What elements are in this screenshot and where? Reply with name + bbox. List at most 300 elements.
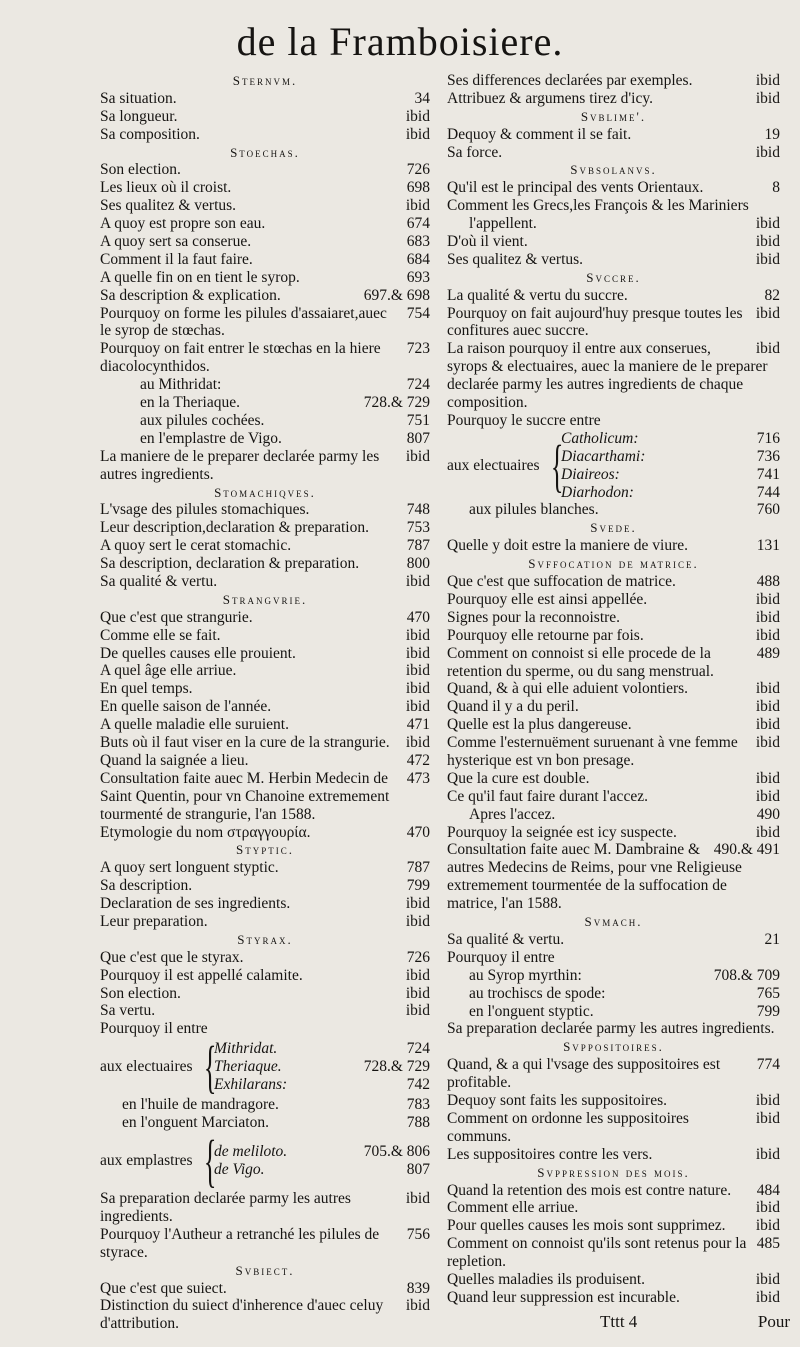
page-ref: ibid <box>755 823 780 841</box>
entry-text: Pourquoy l'Autheur a retranché les pilules de styrace. <box>100 1225 380 1261</box>
page-ref: ibid <box>755 215 780 233</box>
index-entry <box>447 1110 780 1146</box>
entry-text: Theriaque. <box>214 1058 282 1076</box>
index-entry <box>447 1217 780 1235</box>
index-entry <box>447 197 780 215</box>
page-ref: ibid <box>405 680 430 698</box>
entry-text: Leur description,declaration & preparation. <box>100 519 369 537</box>
page-ref: ibid <box>405 912 430 930</box>
entry-text: Ses qualitez & vertus. <box>100 197 237 215</box>
page-ref: ibid <box>755 680 780 698</box>
group-items <box>214 1040 430 1094</box>
page-ref: ibid <box>405 895 430 913</box>
entry-text: A quelle fin on en tient le syrop. <box>100 268 300 286</box>
index-entry <box>561 466 780 484</box>
index-entry <box>100 179 430 197</box>
page-ref: 470 <box>406 823 430 841</box>
page-ref: 756 <box>406 1225 430 1243</box>
page-ref: ibid <box>755 769 780 787</box>
index-entry <box>100 108 430 126</box>
entry-text: de Vigo. <box>214 1161 265 1178</box>
index-entry <box>447 645 780 681</box>
entry-text: A quoy est propre son eau. <box>100 215 266 233</box>
entry-text: l'appellent. <box>469 215 537 233</box>
section-heading: Svbiect. <box>235 1262 295 1278</box>
bracket-group <box>100 1034 430 1100</box>
page-ref: 705.& 806 <box>363 1143 430 1161</box>
index-entry <box>447 215 780 233</box>
page-ref: 726 <box>406 161 430 179</box>
page-ref: ibid <box>405 125 430 143</box>
index-entry <box>447 126 780 144</box>
page-ref: 726 <box>406 948 430 966</box>
entry-text: Declaration de ses ingredients. <box>100 895 291 913</box>
index-entry <box>100 376 430 394</box>
page-ref: 8 <box>772 179 780 197</box>
index-entry <box>100 537 430 555</box>
index-entry <box>100 1096 430 1114</box>
index-entry <box>100 573 430 591</box>
entry-text: Sa force. <box>447 143 503 161</box>
entry-text: Les lieux où il croist. <box>100 179 232 197</box>
index-entry <box>447 824 780 842</box>
page-ref: ibid <box>755 1145 780 1163</box>
section-heading: Styptic. <box>236 842 294 858</box>
index-entry <box>447 233 780 251</box>
entry-text: Quand leur suppression est incurable. <box>447 1288 680 1306</box>
entry-text: Sa composition. <box>100 125 200 143</box>
page-ref: 693 <box>406 268 430 286</box>
page-ref: ibid <box>755 716 780 734</box>
entry-text: Ses differences declarées par exemples. <box>447 71 693 89</box>
entry-text: Pourquoy il est appellé calamite. <box>100 966 303 984</box>
index-entry <box>447 698 780 716</box>
index-entry <box>447 90 780 108</box>
index-entry <box>447 985 780 1003</box>
entry-text: Comme l'esternuëment suruenant à vne femme hysterique est vn bon presage. <box>447 734 738 769</box>
index-entry <box>100 698 430 716</box>
group-label: aux electuaires <box>100 1058 193 1076</box>
bracket-group <box>100 1128 430 1194</box>
index-entry <box>100 412 430 430</box>
entry-text: au Syrop myrthin: <box>469 966 582 984</box>
entry-text: En quelle saison de l'année. <box>100 698 272 716</box>
page-ref: ibid <box>755 626 780 644</box>
index-entry <box>447 1271 780 1289</box>
index-entry <box>100 877 430 895</box>
page-ref: ibid <box>755 734 780 752</box>
entry-text: Diarhodon: <box>561 483 634 501</box>
page-ref: ibid <box>405 698 430 716</box>
index-entry <box>447 627 780 645</box>
index-entry <box>100 126 430 144</box>
entry-text: Buts où il faut viser en la cure de la strangurie. <box>100 734 390 752</box>
entry-text: A quoy sert sa conserue. <box>100 233 252 250</box>
brace-mark: { <box>203 1034 217 1100</box>
index-entry <box>100 645 430 663</box>
page-ref: 484 <box>756 1181 780 1199</box>
entry-text: Dequoy & comment il se fait. <box>447 125 632 143</box>
page-ref: 472 <box>406 751 430 769</box>
page-ref: ibid <box>755 787 780 805</box>
index-entry <box>447 179 780 197</box>
index-entry <box>100 1190 430 1226</box>
page-ref: ibid <box>405 1190 430 1208</box>
entry-text: en l'huile de mandragore. <box>122 1096 279 1114</box>
entry-text: Comment on ordonne les suppositoires communs. <box>447 1109 689 1145</box>
entry-text: Pourquoy elle est ainsi appellée. <box>447 590 648 608</box>
page-ref: ibid <box>755 1109 780 1127</box>
page-footer <box>600 1312 790 1332</box>
catchword: Pour <box>757 1312 790 1331</box>
section-heading: Stomachiqves. <box>214 484 316 500</box>
entry-text: en l'onguent Marciaton. <box>122 1114 269 1132</box>
page-ref: 723 <box>406 340 430 358</box>
index-entry <box>447 609 780 627</box>
entry-text: aux pilules cochées. <box>140 411 265 429</box>
entry-text: Consultation faite auec M. Dambraine & autres Medecins de Reims, pour vne Religieuse extremement tourmentée de la suffocation de matrice, l'an 1588. <box>447 841 742 913</box>
entry-text: au Mithridat: <box>140 376 222 394</box>
index-entry <box>100 967 430 985</box>
index-entry <box>100 859 430 877</box>
entry-text: De quelles causes elle prouient. <box>100 644 296 662</box>
page-ref: ibid <box>755 304 780 322</box>
index-entry <box>100 233 430 251</box>
page-ref: 698 <box>406 179 430 197</box>
page-ref: ibid <box>755 1199 780 1217</box>
page-ref: 744 <box>756 483 780 501</box>
page-ref: ibid <box>755 1288 780 1306</box>
entry-text: Pour quelles causes les mois sont supprimez. <box>447 1217 726 1235</box>
index-entry <box>100 913 430 931</box>
index-entry <box>447 680 780 698</box>
index-entry <box>447 501 780 519</box>
entry-text: en l'onguent styptic. <box>469 1002 594 1020</box>
entry-text: en la Theriaque. <box>140 394 240 412</box>
right-column <box>447 72 780 1307</box>
page-ref: ibid <box>755 608 780 626</box>
entry-text: Sa vertu. <box>100 1002 156 1020</box>
entry-text: Quand il y a du peril. <box>447 698 579 716</box>
group-label: aux electuaires <box>447 456 540 474</box>
page-ref: ibid <box>755 698 780 716</box>
page-title: de la Framboisiere. <box>236 19 564 64</box>
entry-text: Sa qualité & vertu. <box>447 930 565 948</box>
page-ref: 751 <box>406 411 430 429</box>
page-ref: 728.& 729 <box>363 1058 430 1076</box>
entry-text: Comment il la faut faire. <box>100 250 253 268</box>
page-ref: 489 <box>756 644 780 662</box>
index-entry <box>561 484 780 502</box>
page-ref: 471 <box>406 716 430 734</box>
section-heading: Svede. <box>590 520 637 536</box>
left-column <box>100 72 430 1333</box>
page-ref: 697.& 698 <box>363 286 430 304</box>
page-ref: ibid <box>405 1002 430 1020</box>
index-entry <box>100 734 430 752</box>
index-entry <box>100 430 430 448</box>
entry-text: Quand, & a qui l'vsage des suppositoires est profitable. <box>447 1056 721 1092</box>
index-entry <box>447 591 780 609</box>
brace-mark: { <box>550 432 564 498</box>
page-ref: 488 <box>756 573 780 591</box>
entry-text: La maniere de le preparer declarée parmy les autres ingredients. <box>100 447 380 483</box>
page-ref: ibid <box>755 89 780 107</box>
entry-text: Comment les Grecs,les François & les Mariniers <box>447 197 749 215</box>
section-heading: Svmach. <box>584 914 643 930</box>
page-ref: 753 <box>406 519 430 537</box>
entry-text: Sa longueur. <box>100 107 178 125</box>
entry-text: Signes pour la reconnoistre. <box>447 608 621 626</box>
entry-text: Les suppositoires contre les vers. <box>447 1145 653 1163</box>
page-ref: ibid <box>405 573 430 591</box>
page-ref: ibid <box>755 1271 780 1289</box>
section-heading: Svffocation de matrice. <box>528 556 699 572</box>
entry-text: Quand, & à qui elle aduient volontiers. <box>447 680 689 698</box>
entry-text: Ses qualitez & vertus. <box>447 250 584 268</box>
group-items <box>214 1143 430 1179</box>
entry-text: Pourquoy il entre <box>447 948 555 966</box>
index-entry <box>100 609 430 627</box>
page-ref: ibid <box>755 1217 780 1235</box>
entry-text: Catholicum: <box>561 429 639 447</box>
index-entry <box>447 573 780 591</box>
entry-text: A quelle maladie elle suruient. <box>100 716 289 734</box>
section-heading: Svppositoires. <box>563 1039 664 1055</box>
index-entry <box>447 1235 780 1271</box>
index-entry <box>447 931 780 949</box>
page-ref: 787 <box>406 537 430 555</box>
index-entry <box>100 752 430 770</box>
page-ref: 485 <box>756 1235 780 1253</box>
index-entry <box>447 716 780 734</box>
page-ref: ibid <box>405 626 430 644</box>
entry-text: Pourquoy on fait entrer le stœchas en la hiere diacolocynthidos. <box>100 340 381 376</box>
entry-text: Que c'est que suffocation de matrice. <box>447 573 676 591</box>
index-entry <box>100 1280 430 1298</box>
entry-text: Sa qualité & vertu. <box>100 573 218 591</box>
entry-text: Leur preparation. <box>100 912 208 930</box>
index-entry <box>100 197 430 215</box>
entry-text: Son election. <box>100 161 181 179</box>
entry-text: Quelle est la plus dangereuse. <box>447 716 632 734</box>
section-heading: Svbsolanvs. <box>570 162 657 178</box>
entry-text: Attribuez & argumens tirez d'icy. <box>447 89 653 107</box>
index-entry <box>447 734 780 770</box>
index-entry <box>100 269 430 287</box>
page-ref: ibid <box>755 1092 780 1110</box>
entry-text: Comment elle arriue. <box>447 1199 579 1217</box>
index-entry <box>100 1002 430 1020</box>
page-ref: 783 <box>406 1096 430 1114</box>
page-ref: 800 <box>406 555 430 573</box>
entry-text: D'où il vient. <box>447 233 528 250</box>
entry-text: Pourquoy on forme les pilules d'assaiaret,auec le syrop de stœchas. <box>100 304 387 340</box>
entry-text: Pourquoy on fait aujourd'huy presque toutes les confitures auec succre. <box>447 304 743 340</box>
entry-text: A quoy sert le cerat stomachic. <box>100 537 292 555</box>
page-ref: ibid <box>405 644 430 662</box>
page-ref: ibid <box>405 662 430 680</box>
section-heading: Svppression des mois. <box>537 1164 690 1180</box>
index-entry <box>214 1040 430 1058</box>
page-ref: 788 <box>406 1114 430 1132</box>
entry-text: Que c'est que le styrax. <box>100 948 244 966</box>
index-entry <box>447 1092 780 1110</box>
entry-text: Mithridat. <box>214 1040 278 1058</box>
index-entry <box>100 1114 430 1132</box>
index-entry <box>100 215 430 233</box>
page-ref: ibid <box>405 447 430 465</box>
entry-text: Qu'il est le principal des vents Orientaux. <box>447 179 704 197</box>
page-ref: 765 <box>756 984 780 1002</box>
page-ref: ibid <box>755 590 780 608</box>
index-entry <box>447 72 780 90</box>
entry-text: Consultation faite auec M. Herbin Medecin de Saint Quentin, pour vn Chanoine extremement tourmenté de strangurie, l'an 1588. <box>100 769 390 823</box>
index-entry <box>447 144 780 162</box>
index-entry <box>100 985 430 1003</box>
index-entry <box>100 340 430 376</box>
entry-text: Comment on connoist si elle procede de la retention du sperme, ou du sang menstrual. <box>447 644 714 680</box>
index-entry <box>100 448 430 484</box>
entry-text: Que la cure est double. <box>447 769 590 787</box>
page-ref: 736 <box>756 447 780 465</box>
page-ref: 741 <box>756 465 780 483</box>
index-entry <box>100 680 430 698</box>
page-ref: 674 <box>406 215 430 233</box>
entry-text: au trochiscs de spode: <box>469 984 606 1002</box>
page-ref: ibid <box>755 143 780 161</box>
page-ref: ibid <box>755 340 780 358</box>
page-ref: 728.& 729 <box>363 394 430 412</box>
section-heading: Svccre. <box>586 269 641 285</box>
index-entry <box>447 412 780 430</box>
index-entry <box>100 770 430 824</box>
entry-text: Diaireos: <box>561 465 620 483</box>
index-entry <box>100 287 430 305</box>
index-entry <box>100 161 430 179</box>
page-ref: ibid <box>405 966 430 984</box>
page-ref: 708.& 709 <box>713 966 780 984</box>
entry-text: Sa situation. <box>100 89 177 107</box>
index-entry <box>447 1003 780 1021</box>
page-ref: ibid <box>405 107 430 125</box>
section-heading: Svblime'. <box>580 108 647 124</box>
index-entry <box>100 1226 430 1262</box>
page-ref: 748 <box>406 501 430 519</box>
index-entry <box>561 430 780 448</box>
entry-text: Sa preparation declarée parmy les autres ingredients. <box>100 1190 351 1225</box>
page-ref: ibid <box>405 734 430 752</box>
index-entry <box>214 1058 430 1076</box>
page-ref: 799 <box>756 1002 780 1020</box>
page-ref: 807 <box>406 1161 430 1178</box>
page-ref: 760 <box>756 501 780 519</box>
signature-mark: Tttt 4 <box>600 1312 638 1331</box>
entry-text: En quel temps. <box>100 680 193 698</box>
index-entry <box>447 949 780 967</box>
page-ref: 683 <box>406 233 430 250</box>
index-entry <box>100 1297 430 1333</box>
entry-text: La raison pourquoy il entre aux conserues, syrops & electuaires, auec la maniere de le preparer declarée parmy les autres ingredients de chaque composition. <box>447 340 768 412</box>
entry-text: Dequoy sont faits les suppositoires. <box>447 1092 667 1110</box>
entry-text: L'vsage des pilules stomachiques. <box>100 501 310 519</box>
index-entry <box>447 305 780 341</box>
entry-text: Sa preparation declarée parmy les autres ingredients. <box>447 1020 775 1038</box>
entry-text: de meliloto. <box>214 1143 288 1161</box>
page-ref: 34 <box>414 89 430 107</box>
index-entry <box>447 1146 780 1164</box>
index-entry <box>100 1020 430 1038</box>
page-ref: 839 <box>406 1279 430 1297</box>
index-entry <box>100 90 430 108</box>
page-ref: ibid <box>755 233 780 250</box>
entry-text: La qualité & vertu du succre. <box>447 286 628 304</box>
page-ref: ibid <box>755 71 780 89</box>
section-heading: Styrax. <box>237 931 293 947</box>
index-entry <box>447 287 780 305</box>
entry-text: en l'emplastre de Vigo. <box>140 429 282 447</box>
index-entry <box>214 1143 430 1161</box>
entry-text: Comme elle se fait. <box>100 626 221 644</box>
index-entry <box>100 519 430 537</box>
entry-text: Quelle y doit estre la maniere de viure. <box>447 537 689 555</box>
entry-text: Pourquoy la seignée est icy suspecte. <box>447 823 677 841</box>
page-ref: ibid <box>405 984 430 1002</box>
page-ref: 799 <box>406 877 430 895</box>
bracket-group <box>447 430 780 502</box>
page-ref: ibid <box>405 197 430 215</box>
index-entry <box>447 770 780 788</box>
entry-text: Sa description & explication. <box>100 286 281 304</box>
index-entry <box>100 501 430 519</box>
section-heading: Sternvm. <box>232 73 298 88</box>
page-ref: 684 <box>406 250 430 268</box>
group-label: aux emplastres <box>100 1152 193 1170</box>
page-ref: 774 <box>756 1056 780 1074</box>
index-entry <box>447 251 780 269</box>
entry-text: Comment on connoist qu'ils sont retenus pour la repletion. <box>447 1235 747 1271</box>
index-entry <box>214 1076 430 1094</box>
index-entry <box>447 1199 780 1217</box>
index-entry <box>447 1056 780 1092</box>
index-entry <box>214 1161 430 1179</box>
page-ref: 807 <box>406 429 430 447</box>
section-heading: Stoechas. <box>230 144 300 160</box>
page-ref: 742 <box>406 1076 430 1094</box>
page-ref: 724 <box>406 1040 430 1058</box>
page-ref: 787 <box>406 859 430 877</box>
entry-text: Que c'est que suiect. <box>100 1279 227 1297</box>
index-entry <box>100 555 430 573</box>
section-heading: Strangvrie. <box>222 591 308 607</box>
entry-text: A quoy sert longuent styptic. <box>100 859 279 877</box>
entry-text: A quel âge elle arriue. <box>100 662 237 680</box>
page-ref: 754 <box>406 304 430 322</box>
page-ref: 21 <box>764 930 780 948</box>
index-entry <box>100 716 430 734</box>
entry-text: Ce qu'il faut faire durant l'accez. <box>447 787 648 805</box>
index-entry <box>447 1289 780 1307</box>
entry-text: Exhilarans: <box>214 1076 288 1094</box>
page-ref: 470 <box>406 608 430 626</box>
entry-text: Diacarthami: <box>561 447 646 465</box>
entry-text: Son election. <box>100 984 181 1002</box>
entry-text: Quand la saignée a lieu. <box>100 751 249 769</box>
page-ref: 490.& 491 <box>713 841 780 859</box>
page-ref: 131 <box>756 537 780 555</box>
page-ref: 82 <box>764 286 780 304</box>
page-ref: 473 <box>406 769 430 787</box>
